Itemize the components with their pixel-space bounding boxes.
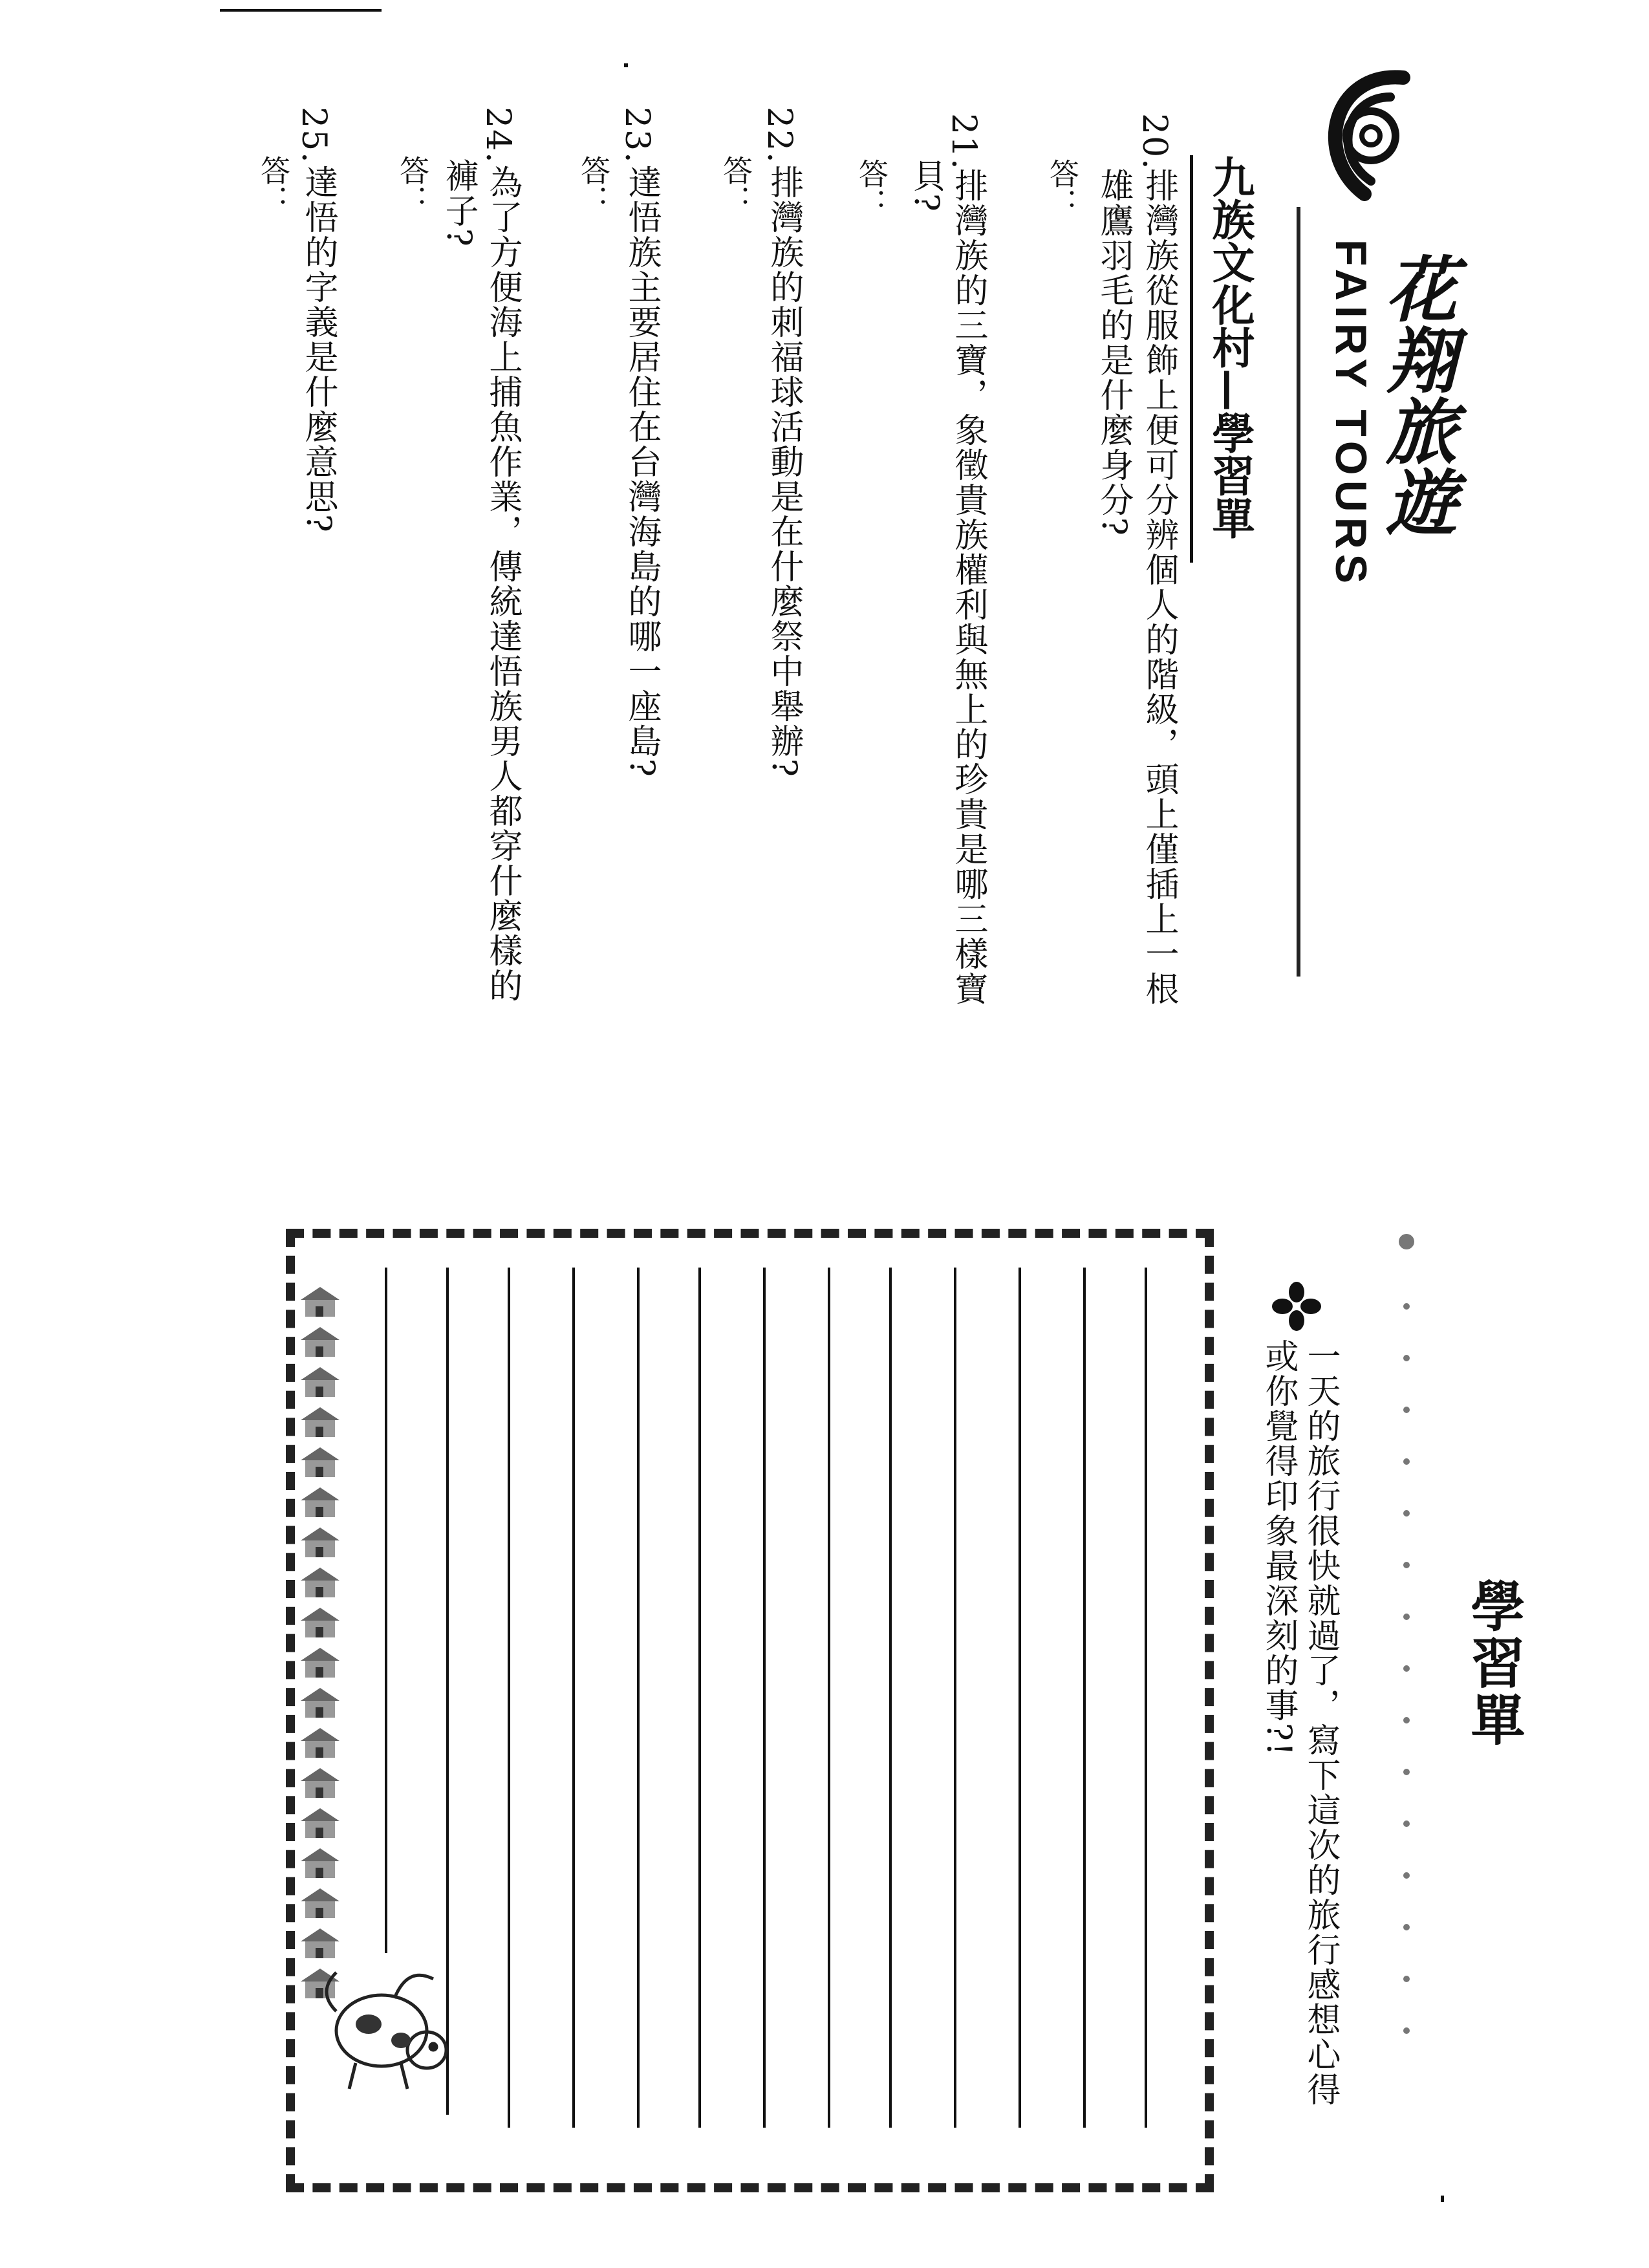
writing-line xyxy=(1083,1268,1086,2128)
question-23-number: 23. xyxy=(618,107,656,164)
question-20-line-2: 雄鷹羽毛的是什麼身分? xyxy=(1094,168,1133,537)
question-25-number: 25. xyxy=(294,107,333,164)
fairy-tours-swirl-logo xyxy=(1306,58,1423,207)
writing-line xyxy=(508,1268,510,2128)
worksheet-title-underline xyxy=(1190,155,1193,563)
writing-line xyxy=(1018,1268,1021,2128)
journal-heading: 學習單 xyxy=(1462,1578,1526,1749)
writing-line xyxy=(1145,1268,1147,2128)
question-20-line-1: 排灣族從服飾上便可分辨個人的階級，頭上僅插上一根 xyxy=(1139,168,1178,1006)
writing-line xyxy=(954,1268,956,2128)
writing-line xyxy=(385,1268,387,1953)
journal-prompt-line-1: 一天的旅行很快就過了，寫下這次的旅行感想心得 xyxy=(1301,1339,1340,2107)
question-22-answer-label: 答： xyxy=(718,155,753,215)
question-23-answer-label: 答： xyxy=(576,155,611,215)
question-20-answer-label: 答： xyxy=(1045,158,1080,218)
question-21-number: 21. xyxy=(944,113,983,171)
question-21-line-2: 貝? xyxy=(907,158,945,213)
question-21-line-1: 排灣族的三寶，象徵貴族權利與無上的珍貴是哪三樣寶 xyxy=(949,168,987,1006)
question-24-line-1: 為了方便海上捕魚作業，傳統達悟族男人都穿什麼樣的 xyxy=(483,165,522,1003)
clover-icon xyxy=(1271,1280,1322,1332)
question-23-line-1: 達悟族主要居住在台灣海島的哪一座島? xyxy=(622,165,661,778)
scan-artifact xyxy=(220,9,382,12)
question-22-line-1: 排灣族的刺福球活動是在什麼祭中舉辦? xyxy=(764,165,803,778)
sparkle-decoration-icon xyxy=(1384,1229,1429,2044)
journal-prompt-line-2: 或你覺得印象最深刻的事?! xyxy=(1259,1339,1298,1757)
question-22-number: 22. xyxy=(760,107,799,164)
brand-name-english: FAIRY TOURS xyxy=(1326,239,1375,589)
brand-name-chinese: 花翔旅遊 xyxy=(1374,252,1458,537)
question-24-answer-label: 答： xyxy=(395,155,430,215)
header-divider xyxy=(1297,207,1300,977)
writing-line xyxy=(763,1268,766,2128)
question-25-line-1: 達悟的字義是什麼意思? xyxy=(299,165,338,534)
scan-artifact xyxy=(1441,2196,1444,2202)
question-25-answer-label: 答： xyxy=(256,155,291,215)
question-24-number: 24. xyxy=(479,107,517,164)
scan-artifact xyxy=(624,63,628,67)
writing-line xyxy=(889,1268,892,2128)
worksheet-title: 九族文化村—學習單 xyxy=(1205,155,1255,539)
writing-line xyxy=(572,1268,575,2128)
question-20-number: 20. xyxy=(1135,113,1174,171)
question-24-line-2: 褲子? xyxy=(439,158,478,248)
writing-line xyxy=(828,1268,830,2128)
cartoon-mascot-icon xyxy=(310,1953,459,2095)
writing-line xyxy=(698,1268,701,2128)
question-21-answer-label: 答： xyxy=(854,158,889,218)
writing-line xyxy=(637,1268,640,2128)
